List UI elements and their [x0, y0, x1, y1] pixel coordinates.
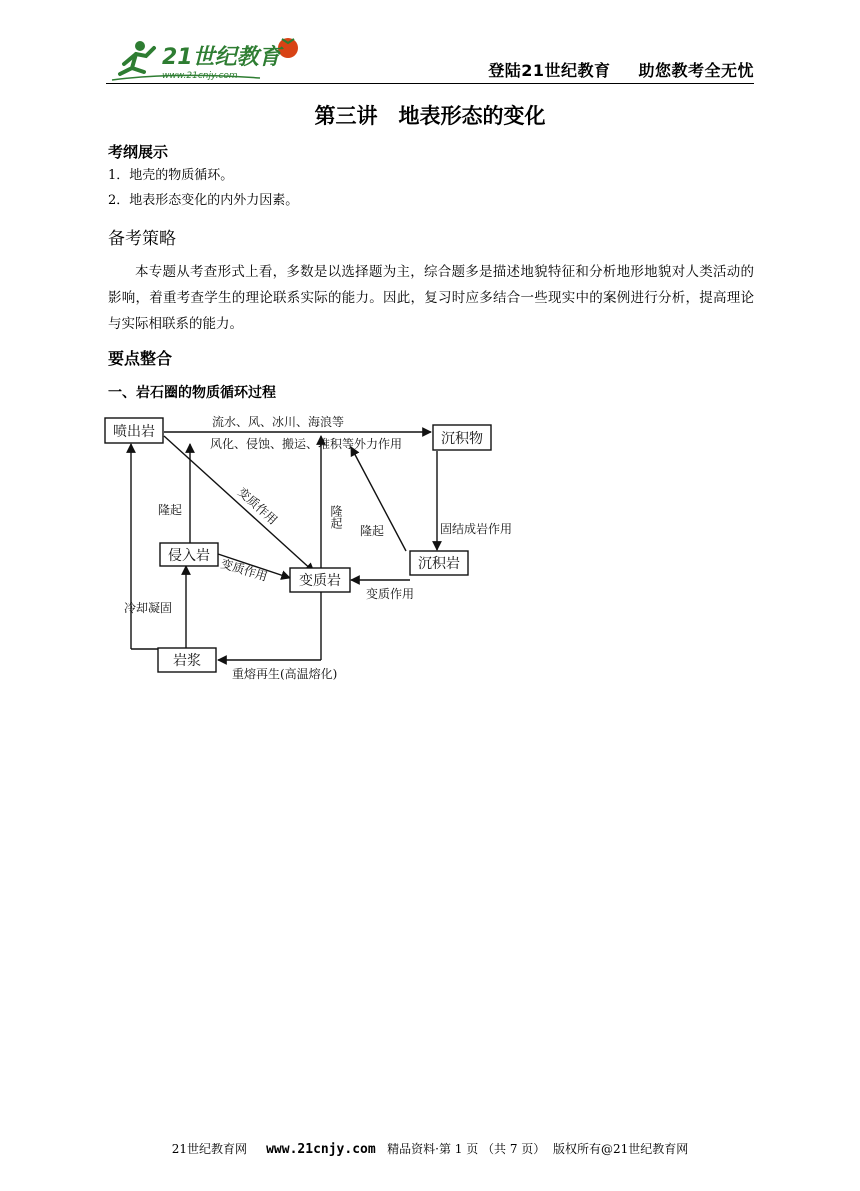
svg-text:沉积岩: 沉积岩: [418, 556, 460, 572]
footer-site-url[interactable]: www.21cnjy.com: [266, 1142, 376, 1157]
svg-text:变质岩: 变质岩: [299, 573, 341, 589]
header-divider: [106, 83, 754, 84]
page-footer: [0, 1140, 860, 1157]
footer-site-name: 21世纪教育网: [171, 1142, 248, 1156]
strategy-heading: 备考策略: [108, 229, 176, 249]
label-external-agents: 流水、风、冰川、海浪等: [212, 415, 345, 429]
box-intrusive: [160, 543, 218, 566]
label-lithification: 固结成岩作用: [440, 522, 513, 536]
label-metamorphism-sedimentary: 变质作用: [366, 587, 415, 601]
syllabus-heading: 考纲展示: [108, 143, 169, 161]
box-sedimentary: [410, 551, 468, 575]
label-cooling: 冷却凝固: [124, 601, 173, 615]
box-extrusive: [105, 418, 163, 443]
label-remelting: 重熔再生(高温熔化): [232, 667, 338, 681]
header-slogan: [488, 58, 754, 81]
label-metamorphism-intrusive: 变质作用: [219, 556, 270, 584]
rock-cycle-diagram: [100, 405, 520, 690]
tomato-icon: [278, 38, 298, 58]
footer-page-info: 精品资料·第 1 页 （共 7 页）: [387, 1142, 546, 1156]
svg-text:喷出岩: 喷出岩: [113, 424, 155, 440]
runner-icon: [120, 41, 154, 74]
syllabus-item-2: 2．地表形态变化的内外力因素。: [108, 193, 299, 208]
slogan-right: 助您教考全无忧: [638, 61, 754, 80]
box-metamorphic: [290, 568, 350, 592]
label-uplift-right: 隆起: [360, 524, 385, 538]
label-uplift-middle: 隆起: [329, 505, 343, 529]
svg-text:岩浆: 岩浆: [173, 653, 201, 669]
svg-text:侵入岩: 侵入岩: [168, 548, 210, 564]
box-magma: [158, 648, 216, 672]
page-title: 第三讲 地表形态的变化: [314, 104, 546, 128]
footer-copyright: 版权所有@21世纪教育网: [552, 1142, 689, 1156]
logo-url: www.21cnjy.com: [162, 71, 238, 81]
label-metamorphism-diagonal: 变质作用: [234, 484, 281, 528]
syllabus-item-1: 1．地壳的物质循环。: [108, 168, 234, 183]
label-external-processes: 风化、侵蚀、搬运、堆积等外力作用: [210, 437, 403, 451]
site-logo: [110, 34, 310, 82]
strategy-paragraph: 本专题从考查形式上看，多数是以选择题为主，综合题多是描述地貌特征和分析地形地貌对人类活动的影响，着重考查学生的理论联系实际的能力。因此，复习时应多结合一些现实中的案例进行分析，提高理论与实际相联系的能力。: [108, 264, 754, 332]
key-points-heading: 要点整合: [108, 349, 173, 368]
label-uplift-left: 隆起: [158, 503, 183, 517]
subheading-rock-cycle: 一、岩石圈的物质循环过程: [108, 385, 276, 401]
svg-text:沉积物: 沉积物: [441, 431, 483, 447]
box-sediment: [433, 425, 491, 450]
logo-text: 21世纪教育: [162, 45, 281, 70]
slogan-left: 登陆21世纪教育: [488, 61, 611, 80]
